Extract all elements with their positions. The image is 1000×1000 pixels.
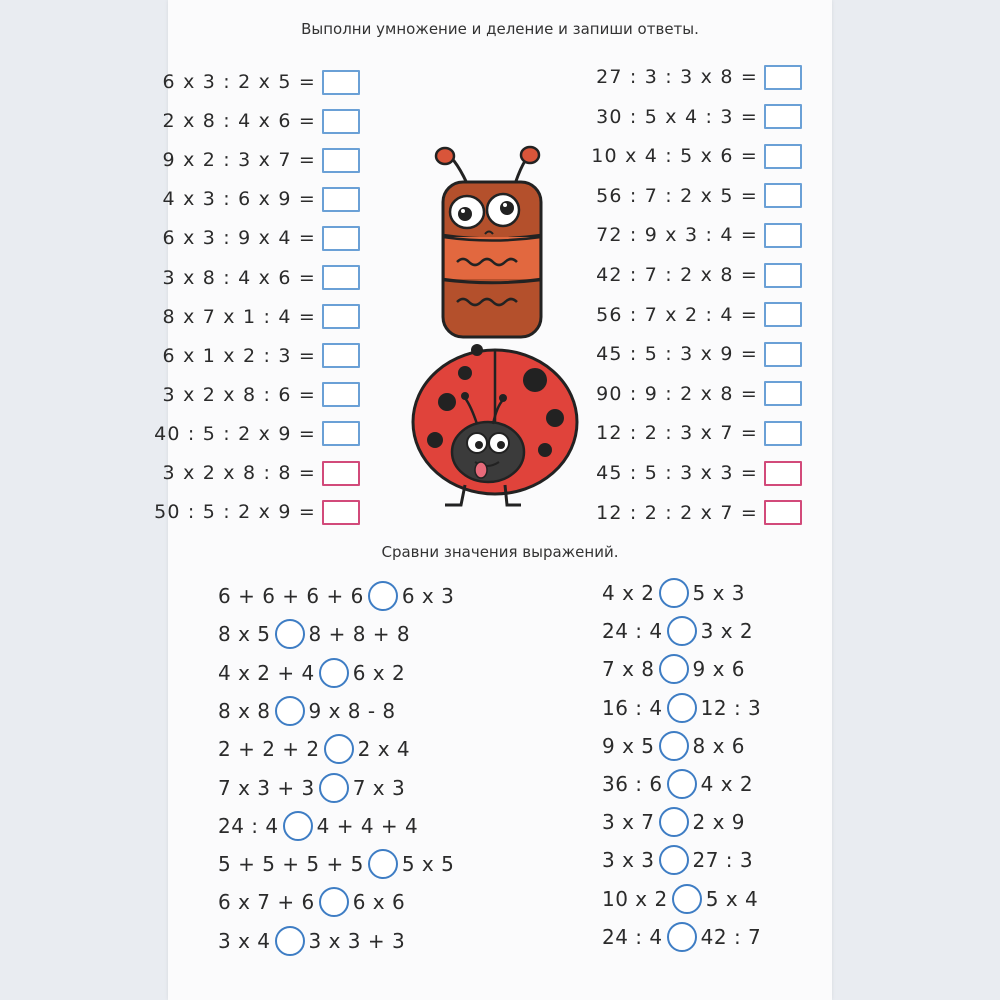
exercise-expression: 6 x 3 : 2 x 5 = — [162, 71, 316, 93]
comparison-row — [218, 616, 410, 652]
comparison-right-expression: 6 x 2 — [352, 660, 406, 685]
exercise-expression: 6 x 1 x 2 : 3 = — [162, 344, 316, 367]
comparison-left-expression: 6 + 6 + 6 + 6 — [218, 584, 364, 608]
exercise-row — [163, 106, 360, 136]
exercise-row — [596, 339, 802, 369]
comparison-left-expression: 6 x 7 + 6 — [218, 890, 315, 915]
comparison-title: Сравни значения выражений. — [381, 543, 619, 561]
answer-box[interactable] — [322, 500, 360, 525]
comparison-left-expression: 16 : 4 — [602, 695, 663, 720]
exercise-row — [163, 223, 360, 253]
comparison-right-expression: 4 x 2 — [700, 772, 754, 796]
exercise-expression: 40 : 5 : 2 x 9 = — [154, 422, 316, 445]
comparison-circle[interactable] — [659, 654, 689, 684]
comparison-row — [602, 766, 753, 802]
exercise-expression: 56 : 7 x 2 : 4 = — [596, 303, 758, 326]
exercise-row — [163, 302, 360, 332]
answer-box[interactable] — [764, 381, 802, 406]
answer-box[interactable] — [764, 183, 802, 208]
bug-stack-illustration — [395, 140, 600, 515]
exercise-row — [154, 497, 360, 527]
comparison-circle[interactable] — [275, 619, 305, 649]
comparison-circle[interactable] — [275, 696, 305, 726]
comparison-right-expression: 9 x 8 - 8 — [308, 698, 396, 723]
exercise-expression: 3 x 2 x 8 : 8 = — [162, 462, 316, 484]
exercise-row — [163, 380, 360, 410]
comparison-circle[interactable] — [319, 887, 349, 917]
comparison-row — [602, 690, 761, 726]
exercise-row — [591, 141, 802, 171]
comparison-right-expression: 6 x 6 — [352, 890, 406, 915]
exercise-expression: 8 x 7 x 1 : 4 = — [162, 305, 316, 328]
comparison-left-expression: 5 + 5 + 5 + 5 — [218, 852, 364, 877]
comparison-left-expression: 24 : 4 — [602, 924, 663, 949]
comparison-row — [602, 613, 753, 649]
comparison-right-expression: 42 : 7 — [700, 924, 762, 949]
comparison-right-expression: 8 + 8 + 8 — [308, 622, 411, 647]
comparison-left-expression: 3 x 3 — [602, 848, 655, 873]
answer-box[interactable] — [322, 304, 360, 329]
comparison-row — [218, 884, 405, 920]
exercise-expression: 30 : 5 x 4 : 3 = — [596, 105, 758, 128]
exercise-expression: 10 x 4 : 5 x 6 = — [591, 145, 758, 168]
exercise-row — [163, 145, 360, 175]
exercise-expression: 56 : 7 : 2 x 5 = — [596, 184, 758, 207]
exercise-expression: 50 : 5 : 2 x 9 = — [154, 501, 316, 524]
comparison-circle[interactable] — [667, 693, 697, 723]
answer-box[interactable] — [764, 302, 802, 327]
answer-box[interactable] — [764, 144, 802, 169]
comparison-circle[interactable] — [368, 581, 398, 611]
exercise-expression: 3 x 8 : 4 x 6 = — [162, 266, 316, 289]
exercise-expression: 72 : 9 x 3 : 4 = — [596, 224, 758, 247]
comparison-circle[interactable] — [659, 845, 689, 875]
comparison-circle[interactable] — [659, 578, 689, 608]
comparison-right-expression: 2 x 9 — [692, 810, 745, 835]
comparison-left-expression: 4 x 2 — [602, 581, 655, 605]
exercise-expression: 90 : 9 : 2 x 8 = — [596, 382, 758, 405]
answer-box[interactable] — [322, 109, 360, 134]
comparison-right-expression: 8 x 6 — [692, 733, 745, 758]
comparison-circle[interactable] — [275, 926, 305, 956]
exercise-expression: 2 x 8 : 4 x 6 = — [162, 110, 316, 133]
exercise-row — [163, 263, 360, 293]
exercise-row — [163, 341, 360, 371]
answer-box[interactable] — [764, 65, 802, 90]
comparison-left-expression: 10 x 2 — [602, 886, 668, 911]
comparison-circle[interactable] — [283, 811, 313, 841]
exercise-row — [163, 184, 360, 214]
exercise-expression: 3 x 2 x 8 : 6 = — [162, 383, 316, 406]
answer-box[interactable] — [322, 70, 360, 95]
comparison-row — [218, 731, 410, 767]
exercise-expression: 4 x 3 : 6 x 9 = — [162, 188, 316, 211]
comparison-right-expression: 7 x 3 — [352, 775, 406, 800]
exercise-row — [596, 181, 802, 211]
answer-box[interactable] — [322, 265, 360, 290]
comparison-right-expression: 5 x 5 — [401, 852, 455, 877]
answer-box[interactable] — [764, 461, 802, 486]
answer-box[interactable] — [764, 104, 802, 129]
comparison-left-expression: 4 x 2 + 4 — [218, 660, 315, 685]
exercise-expression: 12 : 2 : 2 x 7 = — [596, 501, 758, 524]
comparison-right-expression: 2 x 4 — [357, 737, 411, 762]
comparison-circle[interactable] — [659, 807, 689, 837]
exercise-expression: 9 x 2 : 3 x 7 = — [162, 149, 316, 172]
comparison-right-expression: 6 x 3 — [401, 584, 455, 608]
exercise-row — [596, 220, 802, 250]
comparison-left-expression: 3 x 7 — [602, 810, 655, 835]
comparison-row — [602, 842, 753, 878]
comparison-row — [218, 770, 405, 806]
exercise-row — [596, 62, 802, 92]
comparison-row — [602, 728, 745, 764]
answer-box[interactable] — [322, 343, 360, 368]
comparison-left-expression: 8 x 8 — [218, 698, 271, 723]
comparison-left-expression: 9 x 5 — [602, 733, 655, 758]
exercise-expression: 45 : 5 : 3 x 9 = — [596, 343, 758, 366]
comparison-row — [218, 923, 405, 959]
comparison-row — [218, 846, 454, 882]
comparison-left-expression: 36 : 6 — [602, 772, 663, 796]
answer-box[interactable] — [764, 500, 802, 525]
comparison-right-expression: 4 + 4 + 4 — [316, 813, 419, 838]
exercise-row — [596, 260, 802, 290]
comparison-row — [218, 578, 454, 614]
comparison-circle[interactable] — [319, 773, 349, 803]
comparison-circle[interactable] — [667, 922, 697, 952]
ladybug-illustration-icon — [413, 344, 577, 505]
exercise-row — [596, 418, 802, 448]
comparison-row — [218, 808, 418, 844]
bug-illustration-icon — [436, 147, 541, 337]
answer-box[interactable] — [764, 421, 802, 446]
comparison-row — [602, 919, 761, 955]
exercise-row — [154, 419, 360, 449]
exercise-row — [596, 498, 802, 528]
answer-box[interactable] — [764, 223, 802, 248]
exercise-row — [596, 300, 802, 330]
comparison-left-expression: 3 x 4 — [218, 928, 271, 953]
exercise-row — [596, 102, 802, 132]
exercise-expression: 42 : 7 : 2 x 8 = — [596, 264, 758, 286]
answer-box[interactable] — [322, 226, 360, 251]
comparison-right-expression: 3 x 3 + 3 — [308, 928, 406, 953]
comparison-right-expression: 12 : 3 — [700, 695, 762, 720]
comparison-circle[interactable] — [319, 658, 349, 688]
answer-box[interactable] — [764, 342, 802, 367]
comparison-circle[interactable] — [368, 849, 398, 879]
answer-box[interactable] — [322, 187, 360, 212]
exercise-expression: 27 : 3 : 3 x 8 = — [596, 66, 758, 88]
comparison-row — [602, 881, 758, 917]
comparison-left-expression: 7 x 8 — [602, 657, 655, 682]
comparison-right-expression: 3 x 2 — [700, 619, 754, 644]
comparison-circle[interactable] — [667, 616, 697, 646]
exercise-expression: 6 x 3 : 9 x 4 = — [162, 227, 316, 250]
answer-box[interactable] — [322, 148, 360, 173]
comparison-left-expression: 24 : 4 — [602, 619, 663, 644]
exercise-row — [596, 379, 802, 409]
comparison-right-expression: 9 x 6 — [692, 657, 745, 682]
answer-box[interactable] — [322, 461, 360, 486]
exercise-row — [163, 458, 360, 488]
comparison-right-expression: 5 x 4 — [705, 886, 759, 911]
comparison-row — [602, 575, 745, 611]
comparison-row — [602, 651, 745, 687]
comparison-row — [218, 693, 396, 729]
answer-box[interactable] — [322, 382, 360, 407]
comparison-row — [218, 655, 405, 691]
comparison-left-expression: 24 : 4 — [218, 813, 279, 838]
exercise-row — [596, 458, 802, 488]
answer-box[interactable] — [322, 421, 360, 446]
exercise-row — [163, 67, 360, 97]
comparison-left-expression: 7 x 3 + 3 — [218, 775, 315, 800]
comparison-circle[interactable] — [667, 769, 697, 799]
exercise-expression: 45 : 5 : 3 x 3 = — [596, 462, 758, 484]
comparison-right-expression: 5 x 3 — [692, 581, 745, 605]
exercise-title: Выполни умножение и деление и запиши ответы. — [301, 20, 699, 38]
comparison-row — [602, 804, 745, 840]
comparison-circle[interactable] — [324, 734, 354, 764]
exercise-expression: 12 : 2 : 3 x 7 = — [596, 422, 758, 445]
comparison-circle[interactable] — [672, 884, 702, 914]
answer-box[interactable] — [764, 263, 802, 288]
comparison-left-expression: 8 x 5 — [218, 622, 271, 647]
comparison-circle[interactable] — [659, 731, 689, 761]
comparison-left-expression: 2 + 2 + 2 — [218, 737, 320, 762]
comparison-right-expression: 27 : 3 — [692, 848, 754, 873]
